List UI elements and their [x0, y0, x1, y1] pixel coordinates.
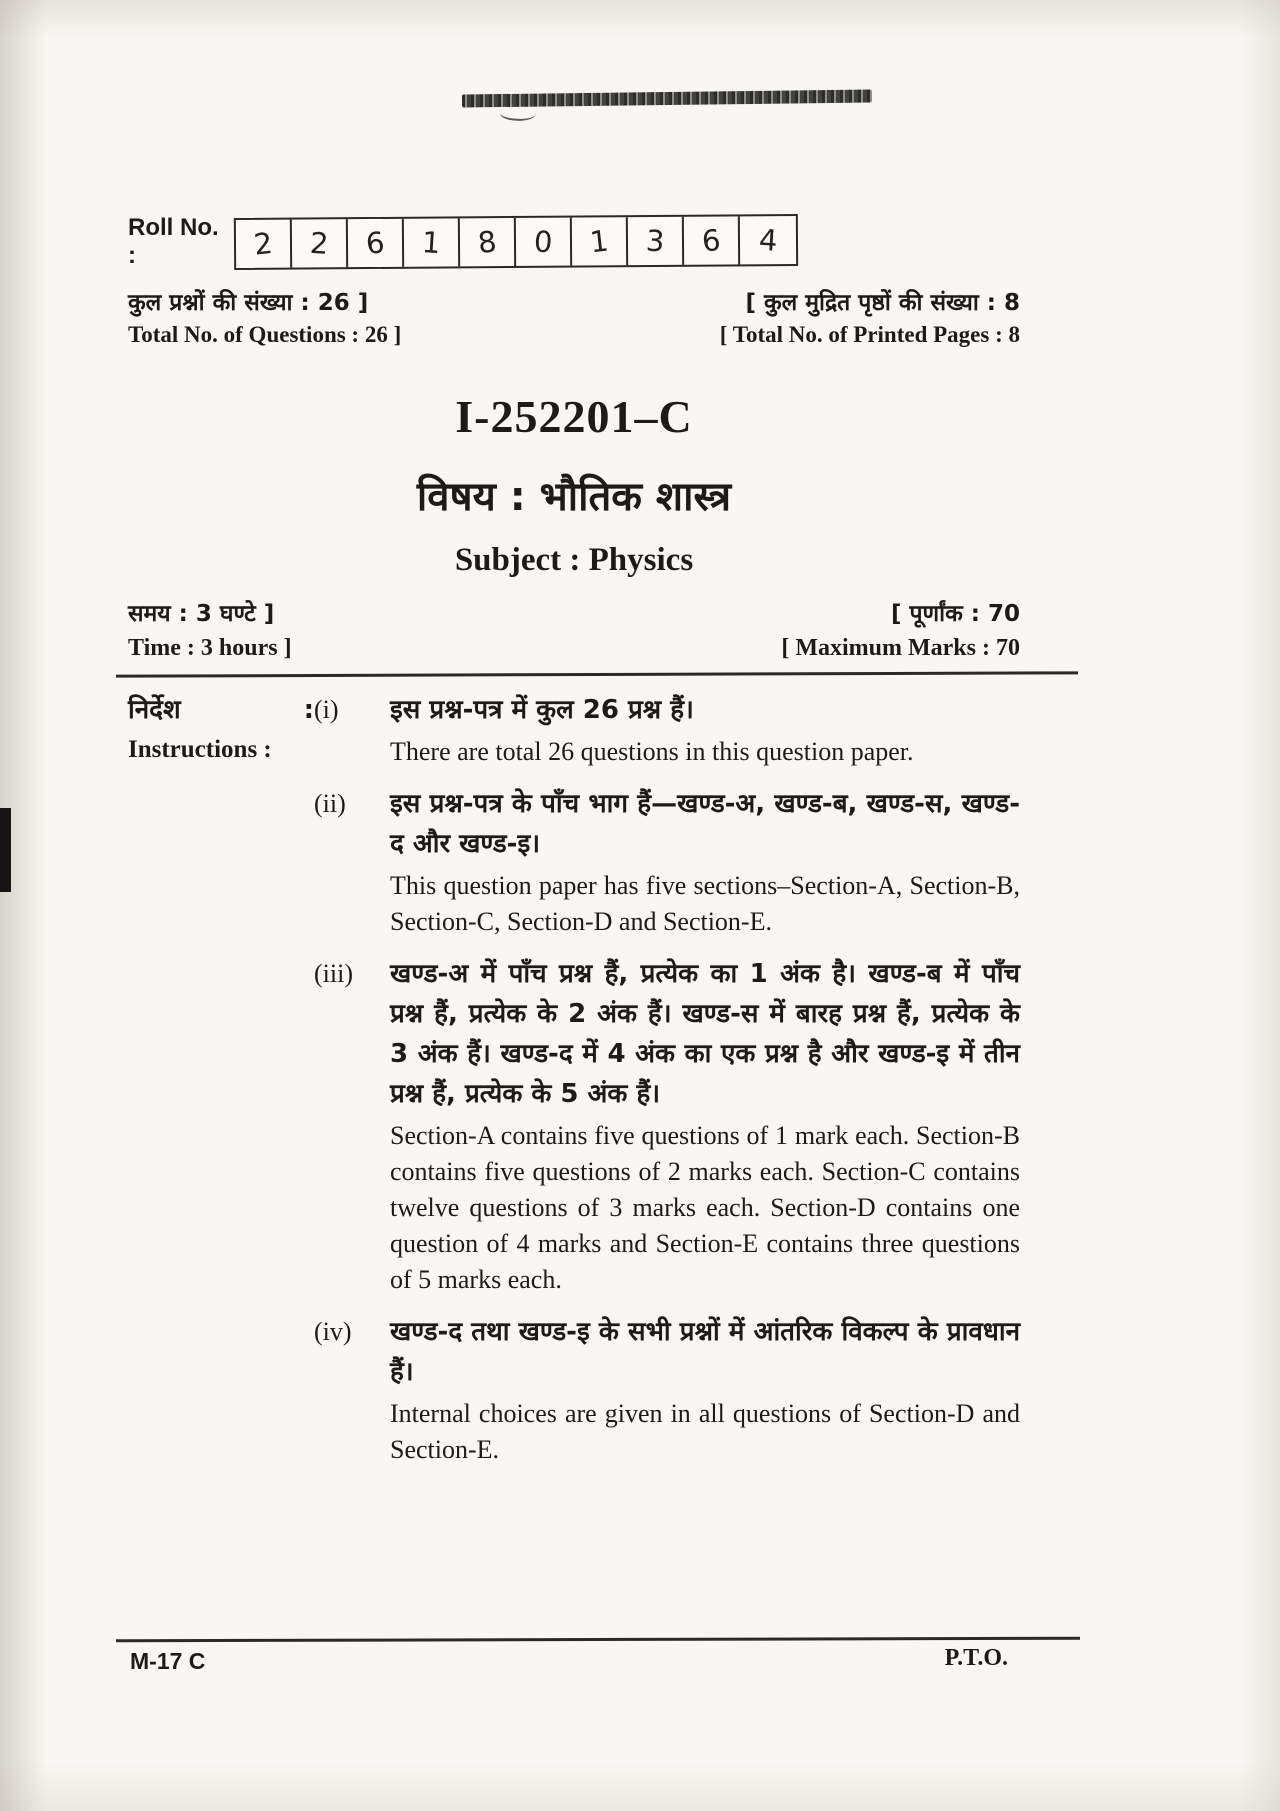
roll-digit-cell: 2 — [236, 220, 292, 268]
instruction-item-2 — [128, 784, 1020, 940]
time-english: Time : 3 hours ] — [128, 635, 292, 661]
roll-digit-cell: 8 — [460, 218, 516, 266]
paper-set-code: M-17 C — [130, 1648, 206, 1674]
instruction-hindi: खण्ड-अ में पाँच प्रश्न हैं, प्रत्येक का 1 अंक है। खण्ड-ब में पाँच प्रश्न हैं, प्रत्येक के 2 अंक हैं। खण्ड-स में बारह प्रश्न हैं, प्रत्येक के 3 अंक हैं। खण्ड-द में 4 अंक का एक प्रश्न है और खण्ड-इ में तीन प्रश्न हैं, प्रत्येक के 5 अंक हैं। — [390, 959, 1020, 1109]
roll-number-boxes — [234, 214, 798, 270]
instruction-text — [390, 690, 1020, 770]
marks-hindi: [ पूर्णांक : 70 — [890, 601, 1020, 627]
instruction-hindi: इस प्रश्न-पत्र के पाँच भाग हैं—खण्ड-अ, खण्ड-ब, खण्ड-स, खण्ड-द और खण्ड-इ। — [390, 789, 1020, 859]
instruction-english: This question paper has five sections–Section-A, Section-B, Section-C, Section-D and Section-E. — [390, 871, 1020, 936]
instruction-item-4 — [128, 1312, 1020, 1468]
printed-pages-english: [ Total No. of Printed Pages : 8 — [719, 322, 1020, 347]
roll-digit-cell: 3 — [628, 217, 684, 265]
marks-block — [781, 597, 1020, 665]
instructions-label-english: Instructions : — [128, 736, 272, 763]
time-hindi: समय : 3 घण्टे ] — [128, 601, 275, 627]
instruction-hindi: खण्ड-द तथा खण्ड-इ के सभी प्रश्नों में आंतरिक विकल्प के प्रावधान हैं। — [390, 1317, 1020, 1387]
instruction-number: (iii) — [314, 959, 353, 988]
instructions-label — [128, 690, 314, 770]
roll-digit-cell: 6 — [684, 216, 740, 264]
roll-digit-cell: 6 — [348, 219, 404, 267]
subject-title-english: Subject : Physics — [454, 542, 694, 578]
time-block — [128, 597, 292, 665]
scan-edge-mark — [0, 808, 11, 892]
scan-curl-artifact — [499, 104, 536, 123]
instruction-english: Section-A contains five questions of 1 mark each. Section-B contains five questions of 2 marks each. Section-C contains twelve questions of 3 marks each. Section-D contains one question of 4 marks and Section-E contains three questions of 5 marks each. — [390, 1121, 1020, 1294]
totals-row — [128, 288, 1020, 350]
printed-pages-hindi: [ कुल मुद्रित पृष्ठों की संख्या : 8 — [745, 290, 1020, 316]
roll-digit-cell: 0 — [516, 218, 572, 266]
instruction-text — [390, 784, 1020, 940]
time-marks-row — [128, 597, 1020, 665]
instruction-item-1 — [128, 690, 1020, 770]
subject-title-hindi: विषय : भौतिक शास्त्र — [416, 474, 732, 520]
instruction-number: (i) — [314, 695, 339, 724]
exam-paper-page — [128, 214, 1020, 1482]
instruction-text — [390, 1312, 1020, 1468]
roll-digit-cell: 2 — [292, 219, 348, 267]
footer-divider — [116, 1637, 1080, 1643]
roll-number-label: Roll No. : — [128, 214, 219, 269]
instruction-english: There are total 26 questions in this question paper. — [390, 737, 914, 766]
total-questions — [128, 288, 401, 350]
paper-code: I-252201–C — [455, 391, 693, 442]
instruction-text — [390, 954, 1020, 1298]
instructions-section — [128, 690, 1020, 1468]
printed-pages — [720, 288, 1020, 350]
instruction-english: Internal choices are given in all questions of Section-D and Section-E. — [390, 1399, 1020, 1464]
roll-number-row — [128, 214, 1020, 270]
instruction-number: (iv) — [314, 1317, 352, 1346]
header-divider — [116, 671, 1078, 677]
roll-digit-cell: 4 — [757, 222, 779, 258]
pto-label: P.T.O. — [944, 1645, 1008, 1671]
instructions-label-hindi: निर्देश : — [128, 695, 314, 725]
instruction-hindi: इस प्रश्न-पत्र में कुल 26 प्रश्न हैं। — [390, 695, 694, 725]
total-questions-hindi: कुल प्रश्नों की संख्या : 26 ] — [128, 290, 369, 316]
instruction-item-3 — [128, 954, 1020, 1298]
roll-digit-cell: 1 — [404, 218, 460, 266]
scan-binding-artifact — [462, 89, 872, 107]
marks-english: [ Maximum Marks : 70 — [781, 635, 1020, 661]
instruction-number: (ii) — [314, 789, 346, 818]
total-questions-english: Total No. of Questions : 26 ] — [128, 322, 402, 347]
roll-digit-cell: 1 — [572, 217, 628, 265]
